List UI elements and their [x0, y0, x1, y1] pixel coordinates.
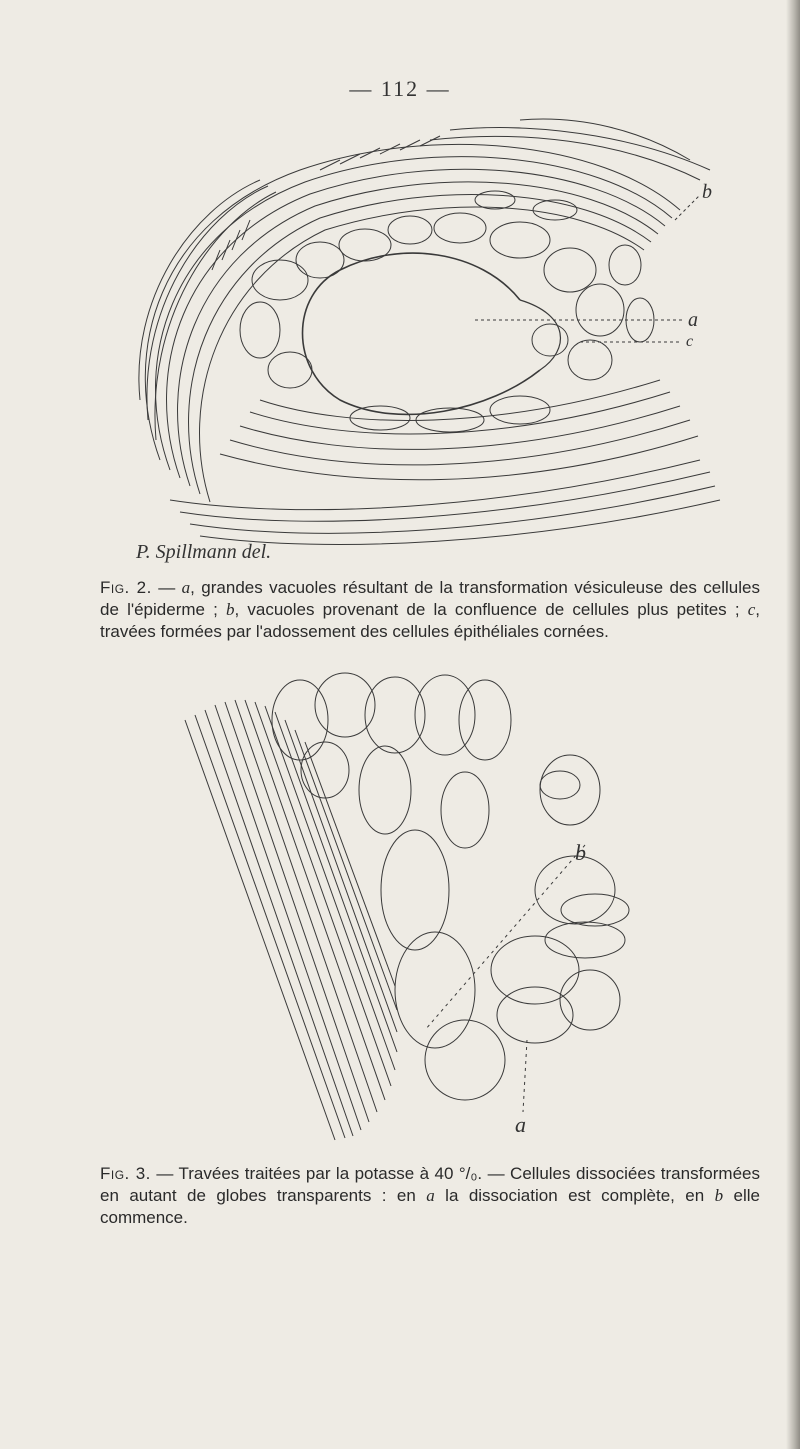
figure-2-caption-label: Fig. 2.	[100, 578, 152, 597]
figure-3-illustration	[165, 660, 665, 1160]
figure-3-label-a: a	[515, 1112, 526, 1137]
caption-letter-b: b	[714, 1186, 724, 1205]
figure-2-label-a: a	[688, 309, 698, 331]
figure-2-caption	[100, 577, 760, 643]
figure-3-caption	[100, 1163, 760, 1229]
caption-letter-a: a	[181, 578, 191, 597]
caption-text: elle commence.	[100, 1186, 761, 1227]
figure-2-signature: P. Spillmann del.	[136, 541, 272, 563]
caption-letter-b: b	[226, 600, 235, 619]
caption-text: , vacuoles provenant de la confluence de cellules plus petites ;	[234, 600, 748, 619]
page-number: — 112 —	[349, 76, 451, 101]
figure-3-caption-label: Fig. 3.	[100, 1164, 151, 1183]
caption-letter-a: a	[426, 1186, 435, 1205]
figure-2-illustration	[100, 100, 740, 570]
caption-text: , grandes vacuoles résultant de la transformation vésiculeuse des cellules de l'épiderme ;	[100, 578, 760, 619]
caption-text: , travées formées par l'adossement des cellules épithéliales cornées.	[100, 600, 760, 641]
figure-2-label-c: c	[686, 333, 694, 350]
figure-3-label-b: b	[575, 840, 586, 865]
figure-2-label-b: b	[702, 181, 712, 203]
page-edge-shadow	[786, 0, 800, 1449]
caption-text: —	[151, 578, 182, 597]
caption-text: la dissociation est complète, en	[434, 1186, 715, 1205]
caption-text: — Travées traitées par la potasse à 40 °/₀. — Cellules dissociées transformées en autant de globes transparents : en	[100, 1164, 760, 1205]
caption-letter-c: c	[747, 600, 756, 619]
